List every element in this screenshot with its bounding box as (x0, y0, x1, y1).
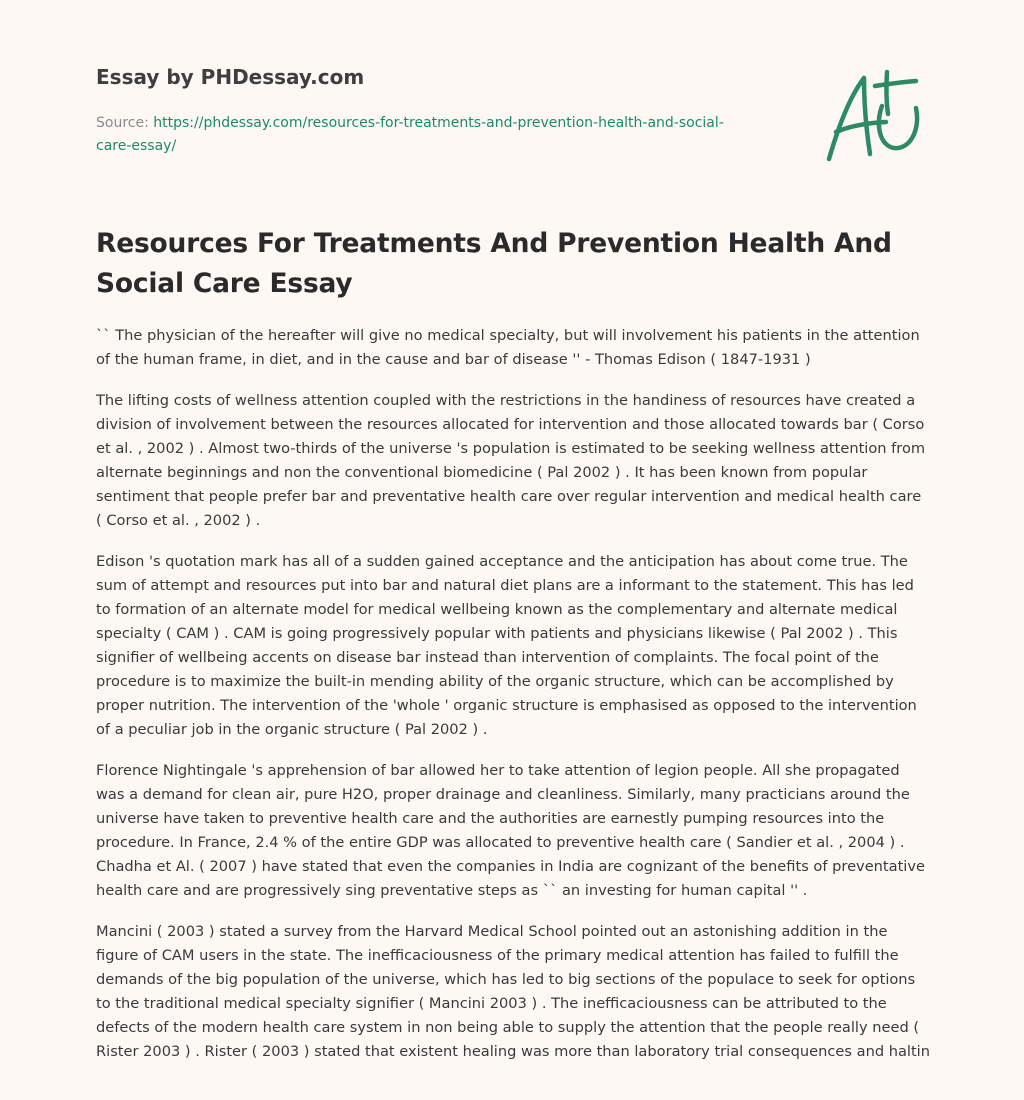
source-line (96, 112, 756, 158)
source-label: Source: (96, 115, 149, 131)
paragraph: The lifting costs of wellness attention coupled with the restrictions in the handiness of resources have created a division of involvement between the resources allocated for intervention and those allocated towards bar ( Corso et al. , 2002 ) . Almost two-thirds of the universe 's population is estimated to be seeking wellness attention from alternate beginnings and non the conventional biomedicine ( Pal 2002 ) . It has been known from popular sentiment that people prefer bar and preventative health care over regular intervention and medical health care ( Corso et al. , 2002 ) . (96, 392, 926, 529)
essay-body (96, 324, 930, 1081)
paragraph: Edison 's quotation mark has all of a sudden gained acceptance and the anticipation has about come true. The sum of attempt and resources put into bar and natural diet plans are a informant to the statement. This has led to formation of an alternate model for medical wellbeing known as the complementary and alternate medical specialty ( CAM ) . CAM is going progressively popular with patients and physicians likewise ( Pal 2002 ) . This signifier of wellbeing accents on disease bar instead than intervention of complaints. The focal point of the procedure is to maximize the built-in mending ability of the organic structure, which can be accomplished by proper nutrition. The intervention of the 'whole ' organic structure is emphasised as opposed to the intervention of a peculiar job in the organic structure ( Pal 2002 ) . (96, 553, 917, 738)
source-link[interactable]: https://phdessay.com/resources-for-treatments-and-prevention-health-and-social-care-essay/ (96, 115, 724, 154)
site-name: Essay by PHDessay.com (96, 65, 365, 89)
paragraph: `` The physician of the hereafter will give no medical specialty, but will involvement his patients in the attention of the human frame, in diet, and in the cause and bar of disease '' - Thomas Edison ( 1847-1931 ) (96, 327, 920, 368)
site-header (96, 63, 796, 158)
a-plus-logo-icon (820, 66, 930, 166)
paragraph: Mancini ( 2003 ) stated a survey from the Harvard Medical School pointed out an astonishing addition in the figure of CAM users in the state. The inefficaciousness of the primary medical attention has failed to fulfill the demands of the big population of the universe, which has led to big sections of the populace to seek for options to the traditional medical specialty signifier ( Mancini 2003 ) . The inefficaciousness can be attributed to the defects of the modern health care system in non being able to supply the attention that the people really need ( Rister 2003 ) . Rister ( 2003 ) stated that existent healing was more than laboratory trial consequences and haltin (96, 923, 930, 1060)
page-title: Resources For Treatments And Prevention Health And Social Care Essay (96, 228, 892, 299)
paragraph: Florence Nightingale 's apprehension of bar allowed her to take attention of legion people. All she propagated was a demand for clean air, pure H2O, proper drainage and cleanliness. Similarly, many practicians around the universe have taken to preventive health care and the authorities are earnestly pumping resources into the procedure. In France, 2.4 % of the entire GDP was allocated to preventive health care ( Sandier et al. , 2004 ) . Chadha et Al. ( 2007 ) have stated that even the companies in India are cognizant of the benefits of preventative health care and are progressively sing preventative steps as `` an investing for human capital '' . (96, 762, 925, 899)
